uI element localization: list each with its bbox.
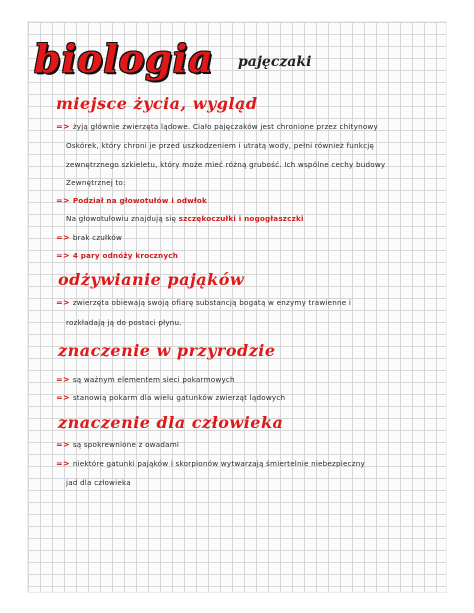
bullet-text: 4 pary odnóży krocznych xyxy=(72,251,179,260)
page-title: biologia xyxy=(34,36,214,81)
arrow-icon: => xyxy=(56,233,70,242)
text-content: Na głowotułowiu znajdują się xyxy=(66,214,177,223)
text-line: rozkładają ją do postaci płynu. xyxy=(66,318,182,327)
arrow-icon: => xyxy=(56,196,70,205)
section-heading-nature: znaczenie w przyrodzie xyxy=(58,341,276,360)
text-line xyxy=(66,214,304,223)
bullet-text: Podział na głowotułów i odwłok xyxy=(72,196,208,205)
bullet-text: są ważnym elementem sieci pokarmowych xyxy=(72,375,235,384)
text-line xyxy=(56,122,378,131)
bullet-point xyxy=(56,459,365,468)
bullet-text: stanowią pokarm dla wielu gatunków zwierząt lądowych xyxy=(72,393,286,402)
section-heading-feeding: odżywianie pająków xyxy=(58,270,245,289)
text-content: zwierzęta obiewają swoją ofiarę substancją bogatą w enzymy trawienne i xyxy=(72,298,352,307)
bullet-point xyxy=(56,196,207,205)
bullet-point xyxy=(56,233,122,242)
bullet-point xyxy=(56,440,179,449)
bullet-point xyxy=(56,251,178,260)
bullet-text: są spokrewnione z owadami xyxy=(72,440,180,449)
text-line xyxy=(56,298,351,307)
bullet-text: niektóre gatunki pająków i skorpionów wytwarzają śmiertelnie niebezpieczny xyxy=(72,459,365,468)
arrow-icon: => xyxy=(56,251,70,260)
arrow-icon: => xyxy=(56,298,70,307)
text-line: Zewnętrznej to: xyxy=(66,178,126,187)
arrow-icon: => xyxy=(56,393,70,402)
arrow-icon: => xyxy=(56,122,70,131)
arrow-icon: => xyxy=(56,440,70,449)
highlight-text: szczękoczułki i nogogłaszczki xyxy=(178,214,304,223)
text-line: Oskórek, który chroni je przed uszkodzeniem i utratą wody, pełni również funkcję xyxy=(66,141,375,150)
arrow-icon: => xyxy=(56,459,70,468)
bullet-text: brak czułków xyxy=(72,233,123,242)
bullet-point xyxy=(56,393,285,402)
section-heading-human: znaczenie dla człowieka xyxy=(58,413,284,432)
text-line: zewnętrznego szkieletu, który może mieć różną grubość. Ich wspólne cechy budowy xyxy=(66,160,386,169)
page-subtitle: pajęczaki xyxy=(238,54,312,70)
bullet-point xyxy=(56,375,235,384)
text-content: żyją głównie zwierzęta lądowe. Ciało pajęczaków jest chronione przez chitynowy xyxy=(72,122,378,131)
arrow-icon: => xyxy=(56,375,70,384)
section-heading-habitat: miejsce życia, wygląd xyxy=(56,94,258,113)
text-line: jad dla człowieka xyxy=(66,478,131,487)
